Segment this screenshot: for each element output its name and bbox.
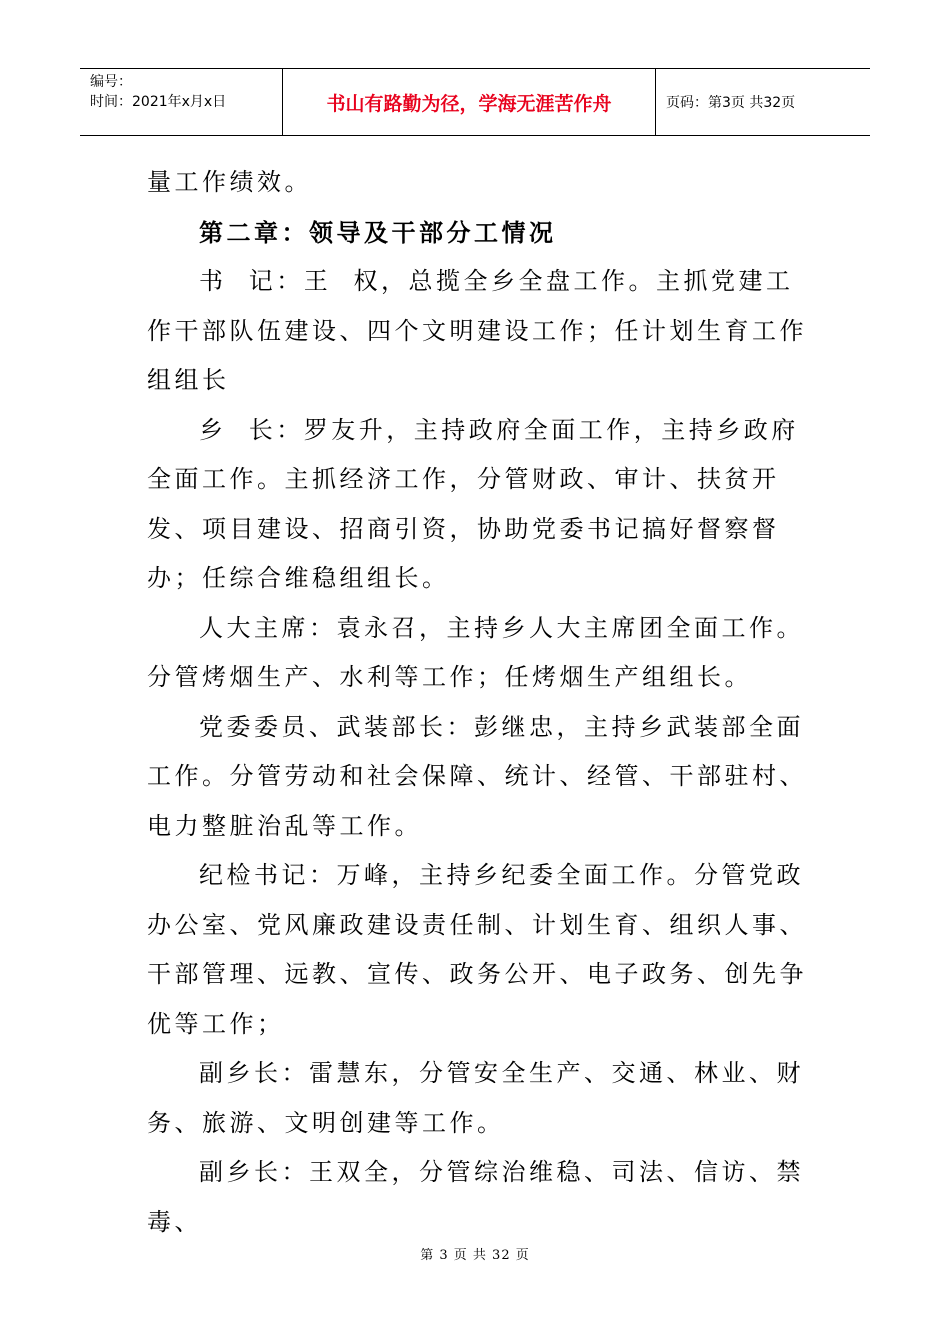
paragraph: 纪检书记：万峰，主持乡纪委全面工作。分管党政办公室、党风廉政建设责任制、计划生育、组织人事、干部管理、远教、宣传、政务公开、电子政务、创先争优等工作； [147, 861, 807, 1038]
chapter-heading: 第二章：领导及干部分工情况 [199, 217, 557, 247]
header-page-info: 页码：第3页 共32页 [666, 95, 796, 111]
paragraph: 人大主席：袁永召，主持乡人大主席团全面工作。分管烤烟生产、水利等工作；任烤烟生产组组长。 [147, 613, 804, 691]
paragraph: 党委委员、武装部长：彭继忠，主持乡武装部全面工作。分管劳动和社会保障、统计、经管、干部驻村、电力整脏治乱等工作。 [147, 712, 807, 840]
paragraph: 量工作绩效。 [147, 168, 312, 196]
header-meta [80, 69, 283, 135]
paragraph: 副乡长：雷慧东，分管安全生产、交通、林业、财务、旅游、文明创建等工作。 [147, 1059, 804, 1137]
time-label: 时间：2021年x月x日 [90, 94, 227, 110]
document-body [147, 158, 807, 1247]
paragraph: 书 记：王 权，总揽全乡全盘工作。主抓党建工作干部队伍建设、四个文明建设工作；任计划生育工作组组长 [147, 267, 807, 394]
paragraph: 副乡长：王双全，分管综治维稳、司法、信访、禁毒、 [147, 1158, 804, 1236]
page-footer: 第 3 页 共 32 页 [420, 1248, 530, 1263]
header-motto: 书山有路勤为径，学海无涯苦作舟 [283, 69, 656, 135]
paragraph: 乡 长：罗友升，主持政府全面工作，主持乡政府全面工作。主抓经济工作，分管财政、审计、扶贫开发、项目建设、招商引资，协助党委书记搞好督察督办；任综合维稳组组长。 [147, 415, 799, 592]
page-header [80, 68, 870, 136]
number-label: 编号： [90, 74, 132, 90]
